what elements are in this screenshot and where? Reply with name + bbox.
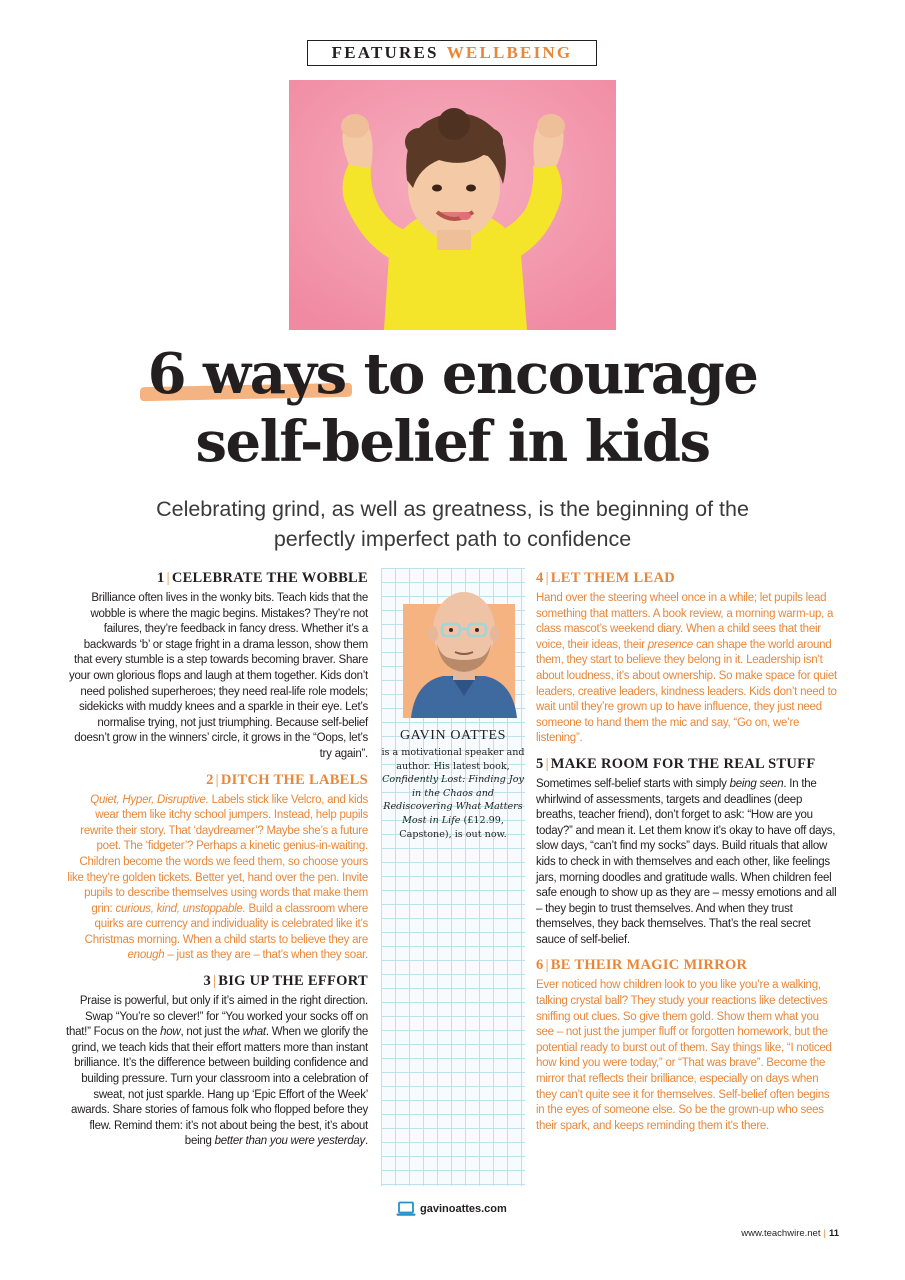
author-name: GAVIN OATTES	[399, 728, 507, 743]
body-emphasis: enough	[127, 949, 165, 962]
body-text: , not just the	[180, 1026, 243, 1039]
section-5-heading: 5 | MAKE ROOM FOR THE REAL STUFF	[536, 755, 816, 772]
body-text: . In the whirlwind of assessments, targets and deadlines (deep breaths, teacher friend), don’t forget to ask: “How are you today?” and mean it. Let them know it’s okay to have off days, slow days, “can’t find my socks” days. Build rituals that allow kids to check in with themselves and each other, like feelings jars, morning doodles and gratitude walls. When children feel safe enough to show up as they are – messy emotions and all – they begin to trust themselves. And when they trust themselves, they back themselves. That’s the real secret sauce of self-belief.	[536, 777, 837, 946]
body-emphasis: presence	[647, 638, 694, 651]
laptop-icon	[396, 1201, 416, 1217]
author-bio-text: (£12.99, Capstone), is out now.	[399, 814, 507, 840]
author-book-title: Confidently Lost: Finding Joy in the Chaos and Rediscovering What Matters Most in Life	[382, 774, 524, 826]
body-text: . When we glorify the grind, we teach kids that their effort matters more than instant brilliance. It’s the difference between building confidence and building pressure. Turn your classroom into a celebration of sweat, not just sparkle. Hang up ‘Epic Effort of the Week’ awards. Share stories of famous folk who flopped before they flew. Remind them: it’s not about being the best, it’s about being	[71, 1026, 368, 1148]
section-title: LET THEM LEAD	[550, 570, 675, 586]
section-title: MAKE ROOM FOR THE REAL STUFF	[550, 755, 816, 772]
section-6-body: Ever noticed how children look to you like you’re a walking, talking crystal ball? They study your reactions like detectives sniffing out clues. So give them gold. Show them what you see – not just the jumper fluff or forgotten homework, but the potential ready to burst out of them. Say things like, “I noticed how kind you were today,” or “That was brave”. Become the mirror that reflects their brilliance, especially on days when they can’t quite see it for themselves. Self-belief often begins in the eyes of someone else. So be the grown-up who sees their spark, and keeps reminding them it’s there.	[536, 979, 832, 1132]
section-title: CELEBRATE THE WOBBLE	[171, 570, 368, 586]
article-subtitle: Celebrating grind, as well as greatness, is the beginning of the perfectly imperfect path to confidence	[156, 497, 749, 551]
hero-photo	[289, 80, 616, 330]
section-number: 2	[206, 771, 214, 788]
body-text: Labels stick like Velcro, and kids wear them like itchy school jumpers. Instead, help pupils rewrite their story. That ‘daydreamer’? Maybe she’s a future poet. The ‘fidgeter’? Perhaps a kinetic genius-in-waiting. Children become the words we feed them, so choose yours like they’re golden tickets. Better yet, hand over the pen. Invite pupils to describe themselves using words that make them grin:	[67, 793, 368, 915]
section-number: 1	[157, 570, 165, 586]
body-text: Build a classroom where quirks are currency and individuality is celebrated like it’s Christmas morning. When a child starts to believe they are	[84, 902, 368, 946]
section-tag	[307, 40, 597, 66]
section-1-heading: 1 | CELEBRATE THE WOBBLE	[157, 570, 368, 586]
section-number: 4	[536, 570, 544, 586]
author-photo	[403, 578, 521, 718]
section-5-body	[536, 777, 838, 949]
title-highlight: 6 ways	[147, 341, 346, 407]
subsection-label: WELLBEING	[446, 43, 573, 62]
author-bio	[381, 746, 525, 841]
left-column	[64, 568, 368, 1157]
section-number: 5	[536, 755, 544, 772]
title-line2: self-belief in kids	[195, 409, 710, 475]
section-number: 6	[536, 957, 544, 974]
footer-site: www.teachwire.net	[741, 1228, 821, 1239]
body-emphasis: what	[242, 1026, 266, 1039]
website-url: gavinoattes.com	[420, 1203, 507, 1215]
section-title: BE THEIR MAGIC MIRROR	[550, 957, 748, 974]
section-4-body	[536, 591, 838, 747]
section-2-body	[64, 793, 368, 965]
body-emphasis: curious, kind, unstoppable.	[115, 902, 246, 915]
section-2-lead: Quiet, Hyper, Disruptive.	[90, 793, 209, 806]
section-4-heading: 4 | LET THEM LEAD	[536, 570, 675, 586]
body-text: Sometimes self-belief starts with simply	[536, 777, 730, 790]
section-1-body: Brilliance often lives in the wonky bits. Teach kids that the wobble is where the magic begins. Mistakes? They’re not failures, they’re feedback in fancy dress. Whether it’s a backwards ‘b’ or stage fright in a drama lesson, show them that every stumble is a step towards becoming braver. Share your own glorious flops and laugh at them together. Kids don’t need polished superheroes; they need real-life role models; sidekicks with muddy knees and a sparkle in their eye. Let’s normalise trying, not just triumphing. Because self-belief doesn’t grow in the winners’ circle, it grows in the “Oops, let’s try again”.	[68, 592, 368, 760]
body-text: can shape the world around them, they start to believe they belong in it. Leadership isn’t about loudness, it’s about ownership. So make space for quiet leaders, creative leaders, kindness leaders. Kids don’t need to wait until they’re grown up to have influence, they just need someone to hand them the mic and say, “Go on, we’re listening”.	[536, 638, 837, 745]
section-3-heading: 3 | BIG UP THE EFFORT	[203, 973, 368, 990]
website-link[interactable]	[396, 1200, 507, 1218]
section-title: BIG UP THE EFFORT	[218, 973, 368, 990]
body-text: Praise is powerful, but only if it’s aimed in the right direction. Swap “You’re so clever!” for “You worked your socks off on that!” Focus on the	[66, 995, 368, 1039]
body-text: Hand over the steering wheel once in a while; let pupils lead something that matters. A book review, a morning warm-up, a class mascot’s weekend diary. When a child sees that their voice, their ideas, their	[536, 592, 834, 651]
section-title: DITCH THE LABELS	[220, 771, 368, 788]
article-title	[0, 340, 905, 476]
page-footer: www.teachwire.net | 11	[741, 1228, 839, 1239]
author-bio-text: is a motivational speaker and author. His latest book,	[381, 747, 525, 772]
section-3-body	[64, 994, 368, 1150]
body-emphasis: how	[160, 1026, 181, 1039]
right-column	[536, 568, 838, 1141]
title-line1: to encourage	[345, 341, 758, 407]
section-6-heading: 6 | BE THEIR MAGIC MIRROR	[536, 957, 748, 974]
section-number: 3	[203, 973, 212, 990]
body-emphasis: being seen	[729, 777, 784, 790]
section-label: FEATURES	[331, 43, 439, 62]
body-emphasis: better than you were yesterday	[214, 1135, 366, 1148]
page-number: 11	[828, 1228, 839, 1239]
body-text: – just as they are – that’s when they soar.	[164, 949, 368, 962]
section-2-heading: 2 | DITCH THE LABELS	[206, 771, 368, 788]
body-text: .	[365, 1135, 368, 1148]
